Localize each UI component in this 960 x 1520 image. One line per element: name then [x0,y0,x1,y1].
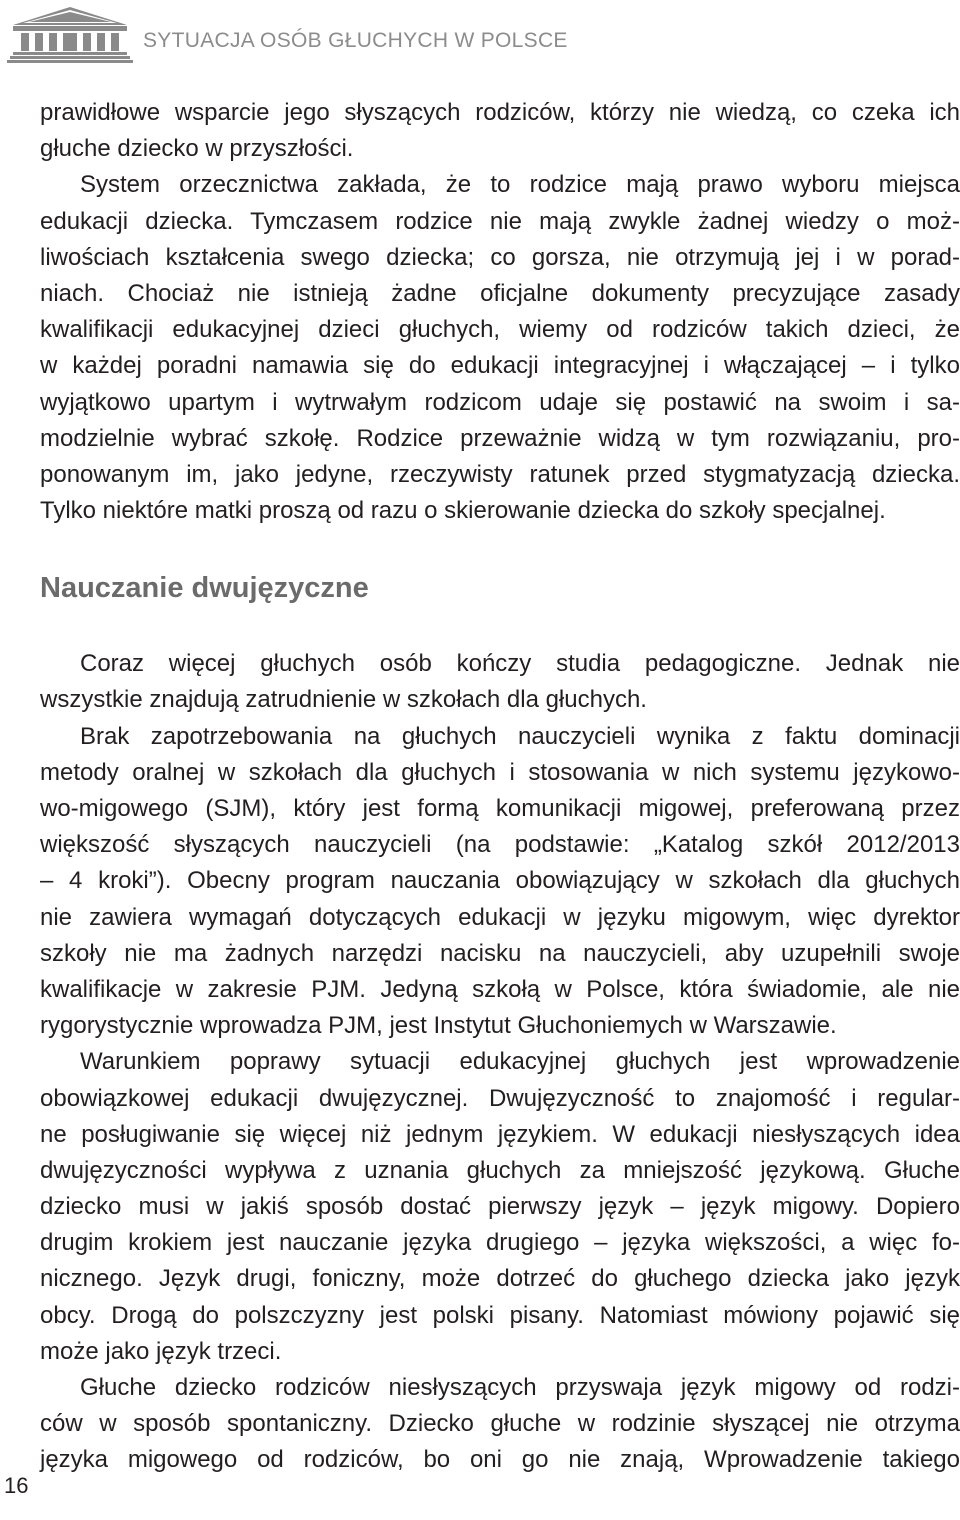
text-line: rygorystycznie wprowadza PJM, jest Instytut Głuchoniemych w Warszawie. [40,1012,837,1040]
text-line: wyjątkowo upartym i wytrwałym rodzicom udaje się postawić na swoim i sa- [40,388,960,416]
text-line: kwalifikacje w zakresie PJM. Jedyną szkołą w Polsce, która świadomie, ale nie [40,975,960,1003]
text-line: Warunkiem poprawy sytuacji edukacyjnej głuchych jest wprowadzenie [80,1048,960,1076]
text-line: dziecko musi w jakiś sposób dostać pierwszy język – język migowy. Dopiero [40,1193,960,1221]
text-line: dwujęzyczności wypływa z uznania głuchych za mniejszość językową. Głuche [40,1156,960,1184]
text-line: szkoły nie ma żadnych narzędzi nacisku na nauczycieli, aby uzupełnili swoje [40,939,960,967]
page-number: 16 [4,1473,29,1498]
text-line: może jako język trzeci. [40,1337,282,1365]
body-text [40,95,960,1479]
text-line: modzielnie wybrać szkołę. Rodzice przeważnie widzą w tym rozwiązaniu, pro- [40,424,960,452]
text-line: wszystkie znajdują zatrudnienie w szkołach dla głuchych. [40,686,647,714]
text-line: niach. Chociaż nie istnieją żadne oficjalne dokumenty precyzujące zasady [40,279,960,307]
section-heading: Nauczanie dwujęzyczne [40,572,369,605]
page-header [0,0,960,70]
institution-logo-icon [7,6,133,64]
text-line: wo-migowego (SJM), który jest formą komunikacji migowej, preferowaną przez [40,795,960,822]
text-line: System orzecznictwa zakłada, że to rodzice mają prawo wyboru miejsca [80,171,960,199]
text-line: kwalifikacji edukacyjnej dzieci głuchych, wiemy od rodziców takich dzieci, że [40,316,960,344]
text-line: prawidłowe wsparcie jego słyszących rodziców, którzy nie wiedzą, co czeka ich [40,99,960,126]
text-line: ców w sposób spontaniczny. Dziecko głuche w rodzinie słyszącej nie otrzyma [40,1410,960,1438]
text-line: głuche dziecko w przyszłości. [40,135,354,163]
text-line: obcy. Drogą do polszczyzny jest polski pisany. Natomiast mówiony pojawić się [40,1301,960,1329]
text-line: Tylko niektóre matki proszą od razu o skierowanie dziecka do szkoły specjalnej. [40,497,886,525]
text-line: nie zawiera wymagań dotyczących edukacji w języku migowym, więc dyrektor [40,903,960,931]
text-line: nicznego. Język drugi, foniczny, może dotrzeć do głuchego dziecka jako język [40,1265,960,1293]
text-line: Coraz więcej głuchych osób kończy studia pedagogiczne. Jednak nie [80,650,960,678]
text-line: drugim krokiem jest nauczanie języka drugiego – języka większości, a więc fo- [40,1229,960,1257]
text-line: metody oralnej w szkołach dla głuchych i stosowania w nich systemu językowo- [40,758,960,786]
text-line: Brak zapotrzebowania na głuchych nauczycieli wynika z faktu dominacji [80,722,960,750]
text-line: edukacji dziecka. Tymczasem rodzice nie mają zwykle żadnej wiedzy o moż- [40,207,960,235]
running-head: SYTUACJA OSÓB GŁUCHYCH W POLSCE [143,29,568,52]
text-line: ne posługiwanie się więcej niż jednym językiem. W edukacji niesłyszących idea [40,1120,960,1148]
text-line: Głuche dziecko rodziców niesłyszących przyswaja język migowy od rodzi- [80,1374,960,1401]
text-line: języka migowego od rodziców, bo oni go nie znają, Wprowadzenie takiego [40,1446,960,1474]
text-line: – 4 kroki”). Obecny program nauczania obowiązujący w szkołach dla głuchych [40,867,960,895]
text-line: w każdej poradni namawia się do edukacji integracyjnej i włączającej – i tylko [40,352,960,380]
text-line: liwościach kształcenia swego dziecka; co gorsza, nie otrzymują jej i w porad- [40,243,960,271]
text-line: większość słyszących nauczycieli (na podstawie: „Katalog szkół 2012/2013 [40,831,960,859]
text-line: obowiązkowej edukacji dwujęzycznej. Dwujęzyczność to znajomość i regular- [40,1084,960,1112]
text-line: ponowanym im, jako jedyne, rzeczywisty ratunek przed stygmatyzacją dziecka. [40,460,960,488]
